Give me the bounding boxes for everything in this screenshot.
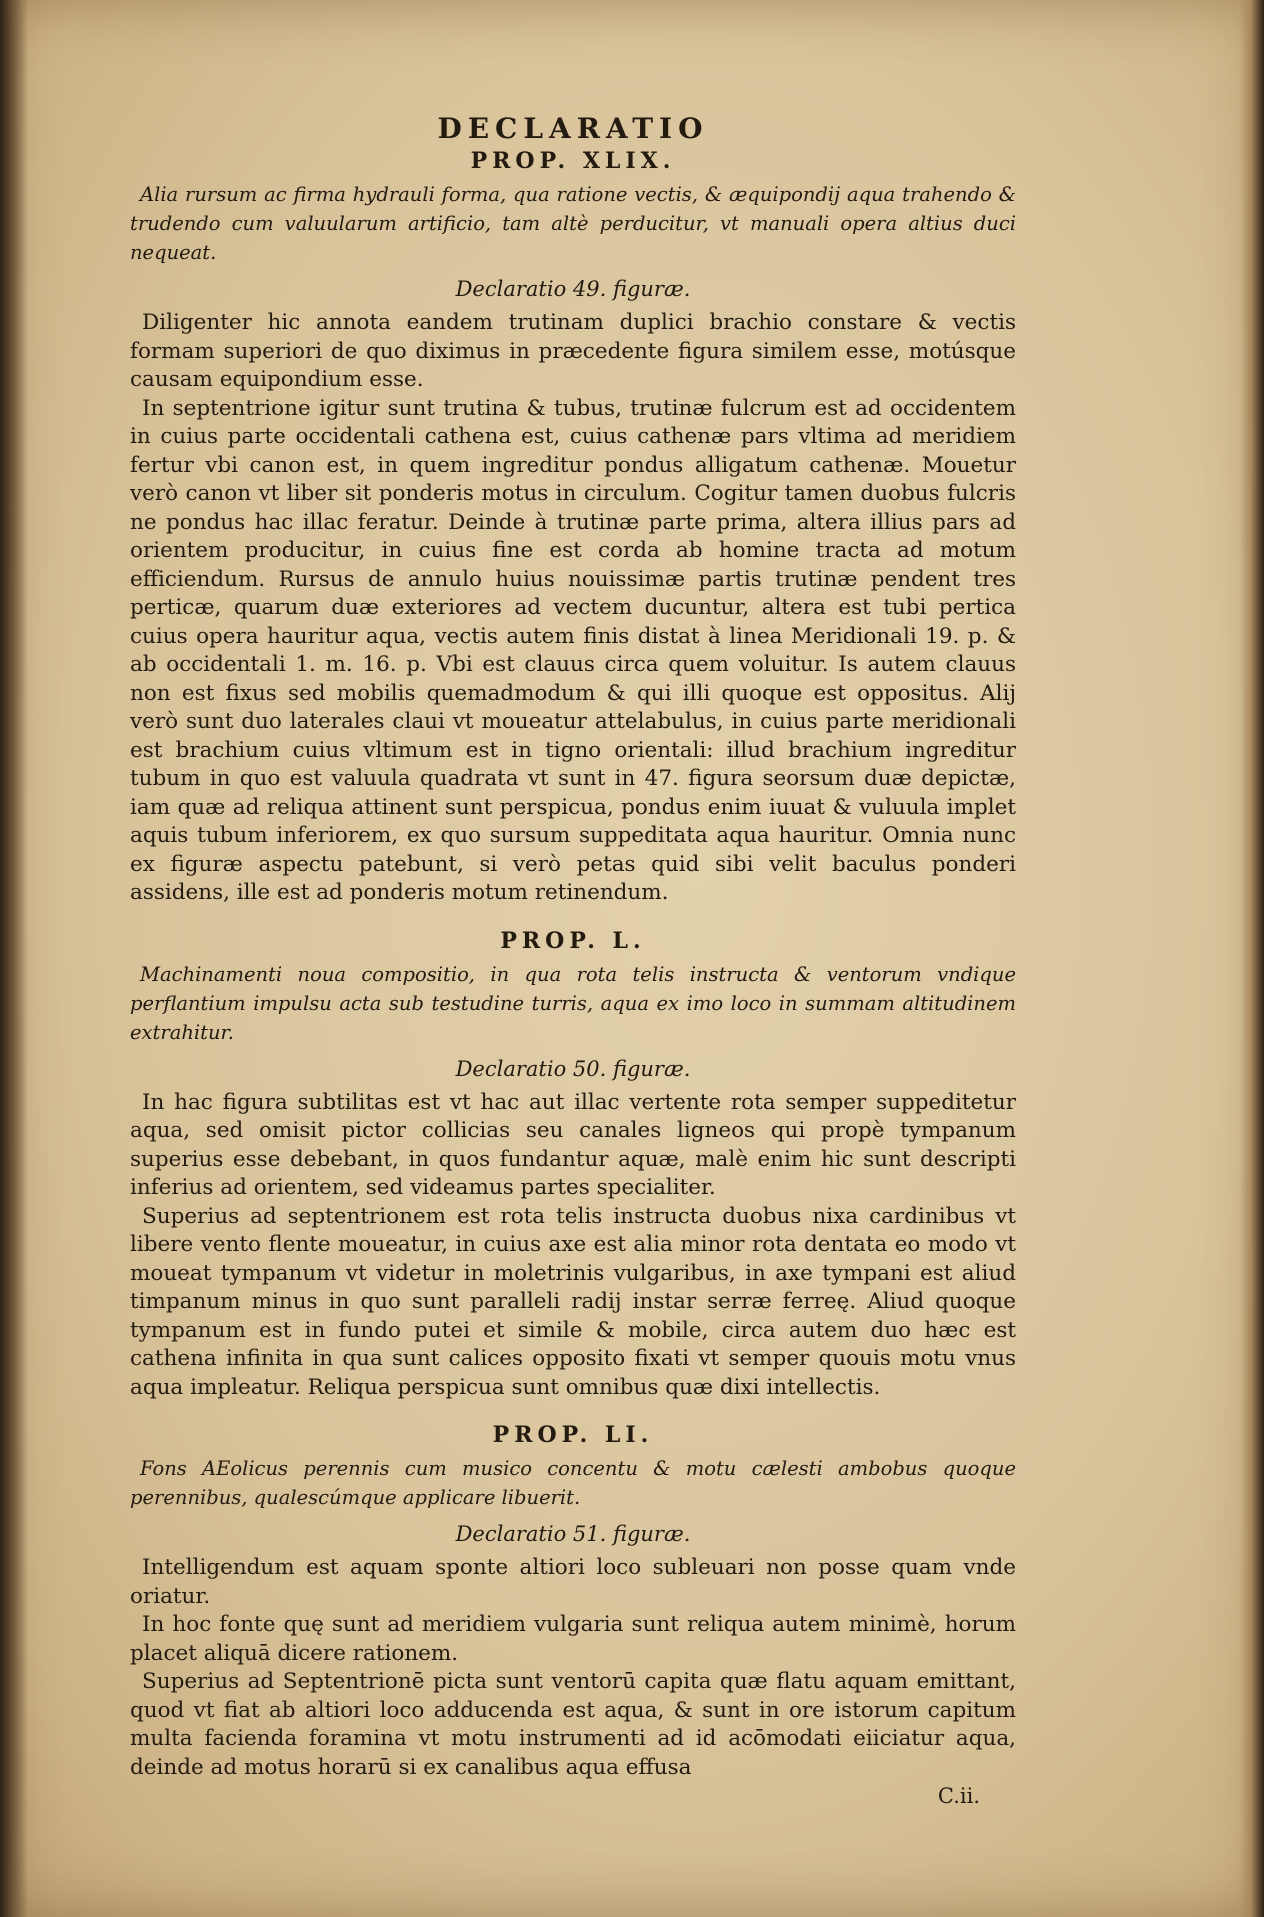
proposition-heading: PROP. LI. [492,1422,654,1448]
proposition-rubric: Fons AEolicus perennis cum musico concentu & motu cælesti ambobus quoque perennibus, qualescúmque applicare libuerit. [130,1457,1016,1509]
proposition-rubric: Alia rursum ac firma hydrauli forma, qua ratione vectis, & æquipondij aqua trahendo & trudendo cum valuularum artificio, tam altè perducitur, vt manuali opera altius duci nequeat. [130,183,1016,264]
running-head: DECLARATIO [437,112,709,145]
declaratio-heading: Declaratio 50. figuræ. [455,1056,691,1081]
paragraph: Superius ad septentrionem est rota telis instructa duobus nixa cardinibus vt libere vento flente moueatur, in cuius axe est alia minor rota dentata eo modo vt moueat tympanum vt videtur in moletrinis vulgaribus, in axe tympani est aliud timpanum minus in quo sunt paralleli radij instar serræ ferreę. Aliud quoque tympanum est in fundo putei et simile & mobile, circa autem duo hæc est cathena infinita in qua sunt calices opposito fixati vt semper quouis motu vnus aqua impleatur. Reliqua perspicua sunt omnibus quæ dixi intellectis. [130,1203,1016,1400]
paragraph: In hoc fonte quę sunt ad meridiem vulgaria sunt reliqua autem minimè, horum placet aliquā dicere rationem. [130,1612,1016,1666]
section-prop-51 [130,1420,1016,1782]
paragraph: Intelligendum est aquam sponte altiori loco subleuari non posse quam vnde oriatur. [130,1555,1016,1609]
proposition-rubric: Machinamenti noua compositio, in qua rota telis instructa & ventorum vndique perflantium impulsu acta sub testudine turris, aqua ex imo loco in summam altitudinem extrahitur. [130,962,1016,1044]
paragraph: In septentrione igitur sunt trutina & tubus, trutinæ fulcrum est ad occidentem in cuius parte occidentali cathena est, cuius cathenæ pars vltima ad meridiem fertur vbi canon est, in quem ingreditur pondus alligatum cathenæ. Mouetur verò canon vt liber sit ponderis motus in circulum. Cogitur tamen duobus fulcris ne pondus hac illac feratur. Deinde à trutinæ parte prima, altera illius pars ad orientem producitur, in cuius fine est corda ab homine tracta ad motum efficiendum. Rursus de annulo huius nouissimæ partis trutinæ pendent tres perticæ, quarum duæ exteriores ad vectem ducuntur, altera est tubi pertica cuius opera hauritur aqua, vectis autem finis distat à linea Meridionali 19. p. & ab occidentali 1. m. 16. p. Vbi est clauus circa quem voluitur. Is autem clauus non est fixus sed mobilis quemadmodum & qui illi quoque est oppositus. Alij verò sunt duo laterales claui vt moueatur attelabulus, in cuius parte meridionali est brachium cuius vltimum est in tigno orientali: illud brachium ingreditur tubum in quo est valuula quadrata vt sunt in 47. figura seorsum duæ depictæ, iam quæ ad reliqua attinent sunt perspicua, pondus enim iuuat & vuluula implet aquis tubum inferiorem, ex quo sursum suppeditata aqua hauritur. Omnia nunc ex figuræ aspectu patebunt, si verò petas quid sibi velit baculus ponderi assidens, ille est ad ponderis motum retinendum. [130,395,1016,905]
section-prop-49 [130,146,1016,908]
proposition-heading: PROP. XLIX. [470,148,676,174]
proposition-heading: PROP. L. [500,927,646,954]
paragraph: Superius ad Septentrionē picta sunt ventorū capita quæ flatu aquam emittant, quod vt fiat ab altiori loco adducenda est aqua, & sunt in ore istorum capitum multa facienda foramina vt motu instrumenti ad id acōmodati eiiciatur aqua, deinde ad motus horarū si ex canalibus aqua effusa [130,1669,1016,1780]
declaratio-heading: Declaratio 49. figuræ. [455,277,691,301]
page-content [130,112,1016,1810]
paragraph: Diligenter hic annota eandem trutinam duplici brachio constare & vectis formam superiori de quo diximus in præcedente figura similem esse, motúsque causam equipondium esse. [130,310,1016,392]
declaratio-heading: Declaratio 51. figuræ. [455,1522,691,1546]
paragraph: In hac figura subtilitas est vt hac aut illac vertente rota semper suppeditetur aqua, sed omisit pictor collicias seu canales ligneos qui propè tympanum superius esse debebant, in quos fundantur aquæ, malè enim hic sunt descripti inferius ad orientem, sed videamus partes specialiter. [130,1089,1016,1200]
section-prop-50 [130,926,1016,1403]
signature-mark: C.ii. [937,1784,980,1808]
